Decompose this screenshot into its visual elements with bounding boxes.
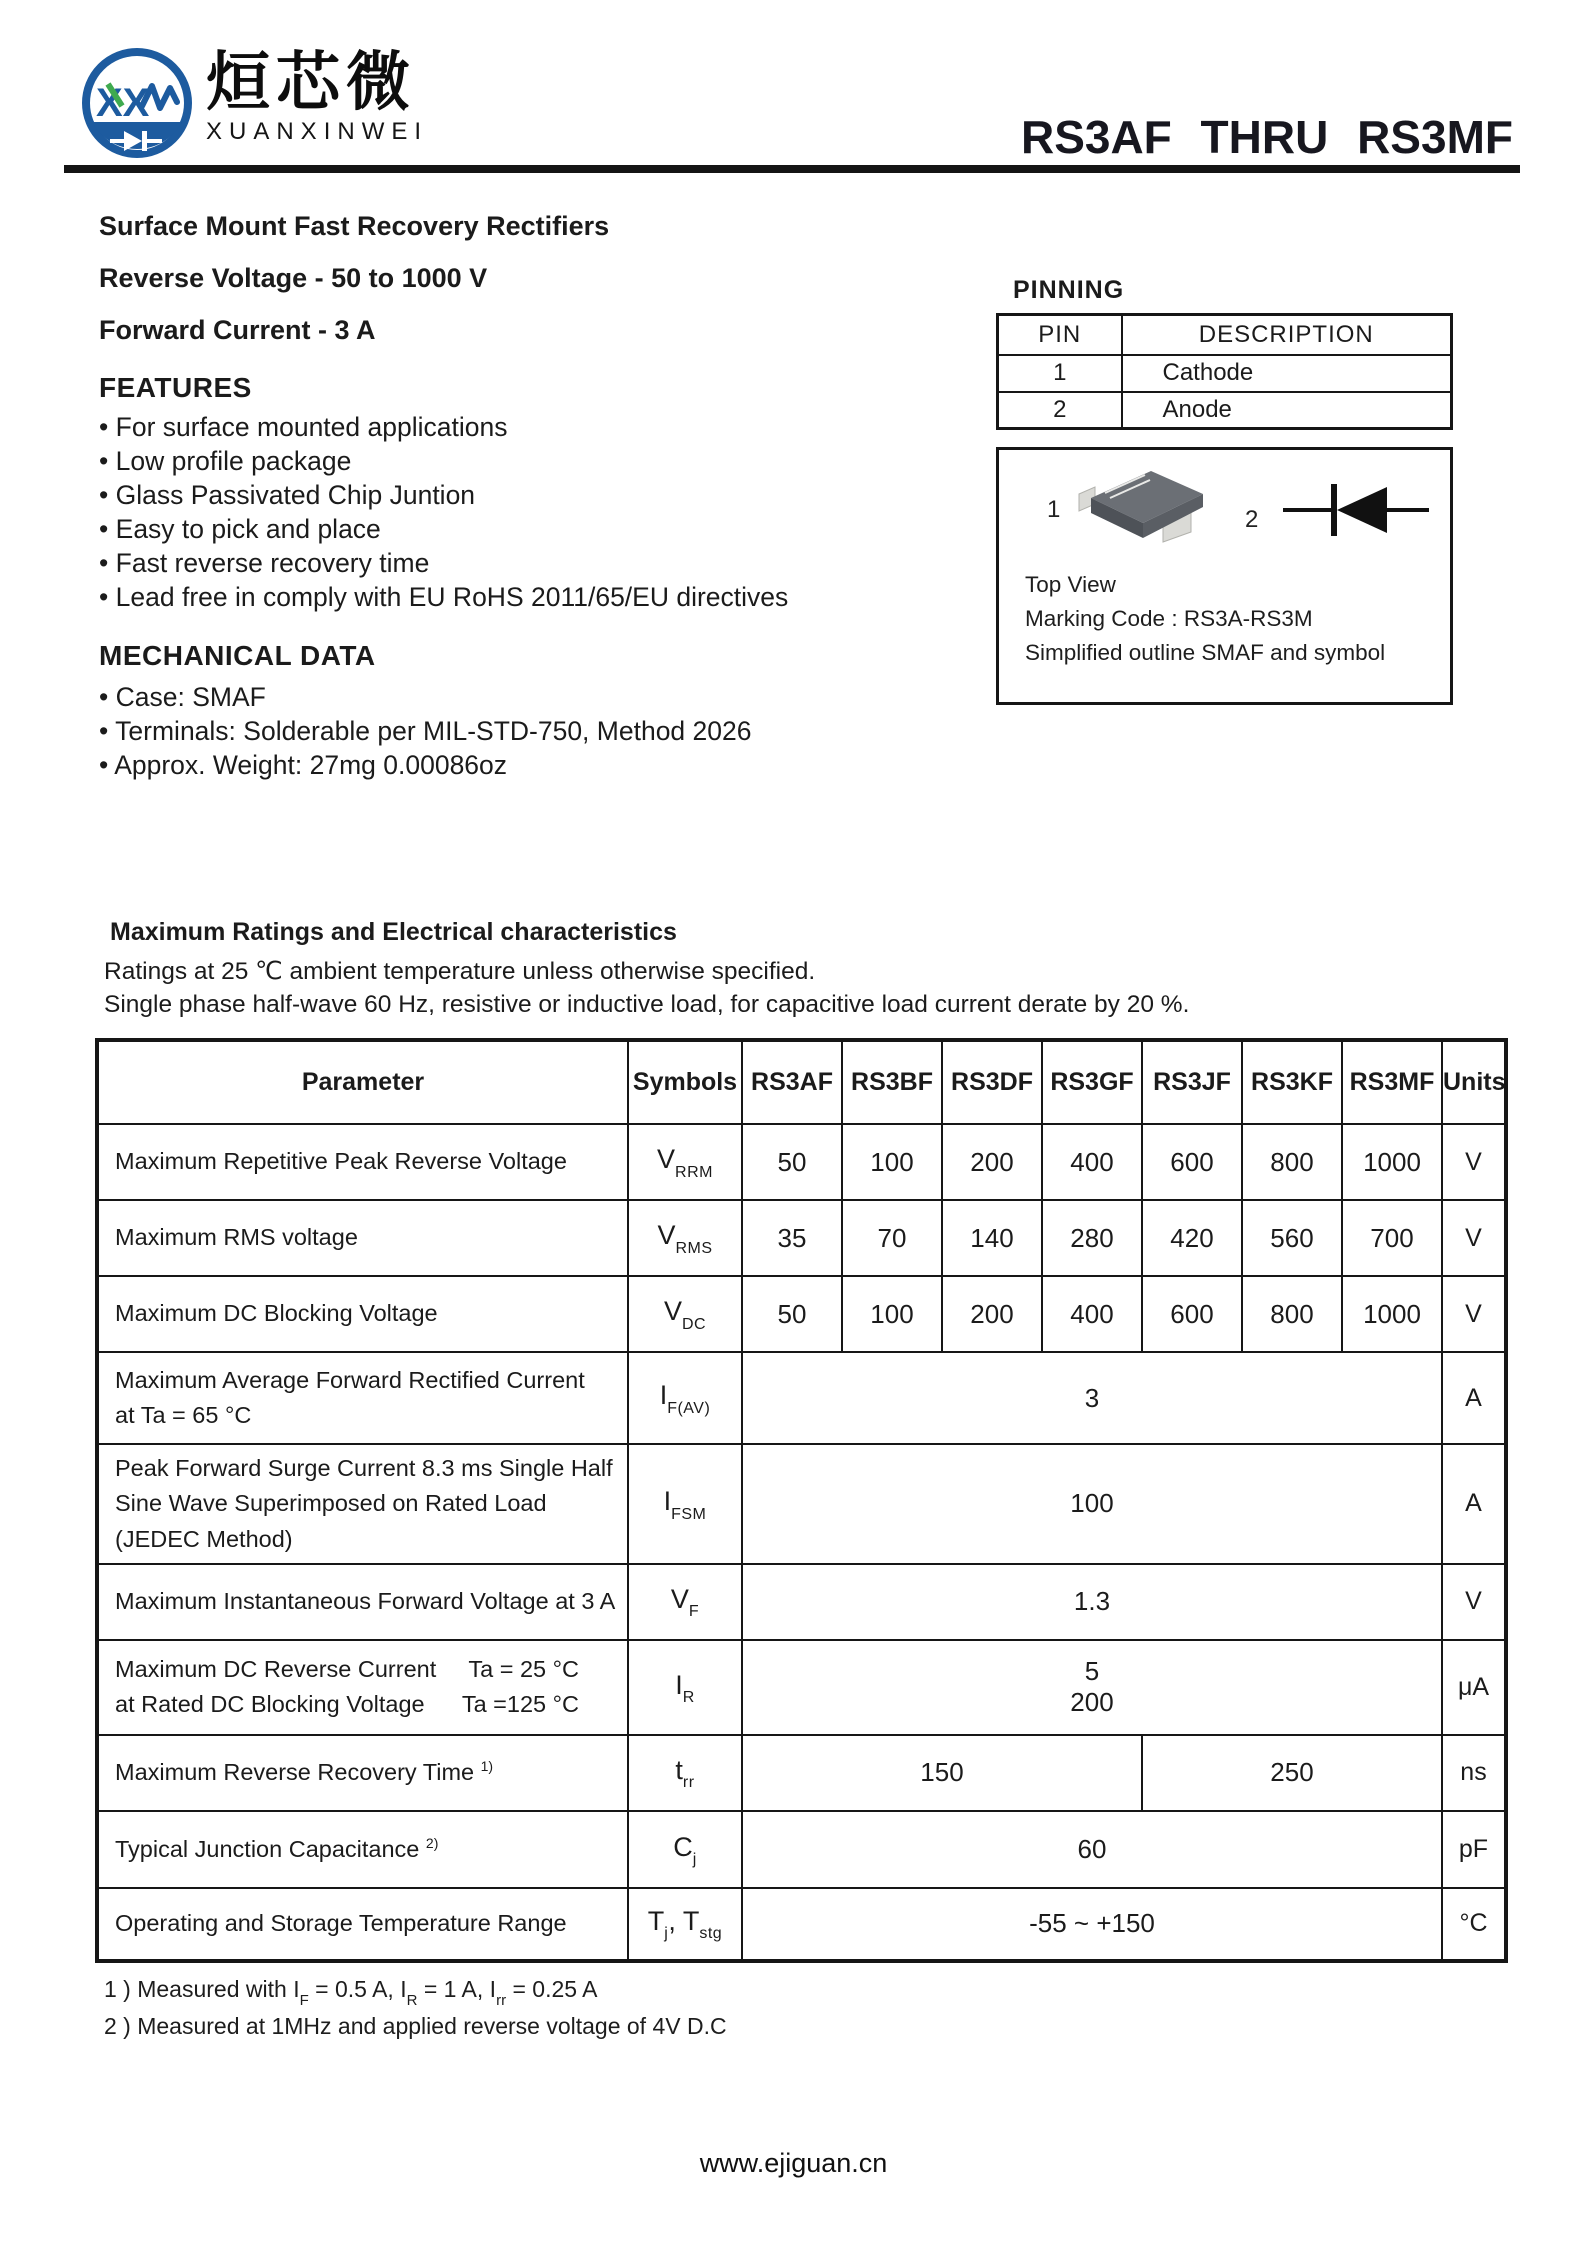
intro-line-3: Forward Current - 3 A (99, 315, 376, 345)
value-cell: 200 (942, 1276, 1042, 1352)
pinning-row (998, 355, 1452, 392)
value-cell: 140 (942, 1200, 1042, 1276)
intro-line-2: Reverse Voltage - 50 to 1000 V (99, 263, 488, 293)
mechanical-heading: MECHANICAL DATA (99, 640, 376, 671)
pin-description: Cathode (1122, 355, 1452, 392)
symbol-cell: $I_R$ (628, 1640, 742, 1735)
features-list (99, 410, 788, 614)
header-divider (64, 165, 1520, 173)
pinning-row (998, 392, 1452, 429)
param-line: Maximum Average Forward Rectified Current (115, 1366, 585, 1393)
ratings-heading: Maximum Ratings and Electrical characteristics (110, 918, 677, 946)
unit-cell: μA (1442, 1640, 1506, 1735)
table-row-vdc (97, 1276, 1506, 1352)
logo-text (206, 44, 428, 146)
pin-column-header: PIN (998, 315, 1122, 355)
table-row-ir (97, 1640, 1506, 1735)
value-cell: 200 (942, 1124, 1042, 1200)
feature-item: • For surface mounted applications (99, 410, 788, 444)
description-column-header: DESCRIPTION (1122, 315, 1452, 355)
feature-item: • Fast reverse recovery time (99, 546, 788, 580)
company-name-chinese: 烜芯微 (206, 46, 416, 118)
table-row-vrms (97, 1200, 1506, 1276)
value-cell: 70 (842, 1200, 942, 1276)
value-cell-span: 3 (742, 1352, 1442, 1444)
logo-monogram: XX (96, 81, 150, 125)
symbol-cell: $I_{FSM}$ (628, 1444, 742, 1564)
value-cell: 50 (742, 1276, 842, 1352)
feature-item: • Low profile package (99, 444, 788, 478)
symbol-cell: $V_{DC}$ (628, 1276, 742, 1352)
value-cell: 400 (1042, 1276, 1142, 1352)
mechanical-list (99, 680, 751, 782)
ratings-note-1: Ratings at 25 ℃ ambient temperature unless otherwise specified. (104, 958, 816, 985)
table-row-vrrm (97, 1124, 1506, 1200)
unit-cell: A (1442, 1352, 1506, 1444)
unit-cell: ns (1442, 1735, 1506, 1811)
symbol-cell: $V_{RRM}$ (628, 1124, 742, 1200)
footer-url: www.ejiguan.cn (699, 2148, 888, 2178)
col-header-model: RS3MF (1342, 1040, 1442, 1124)
value-cell: 100 (842, 1276, 942, 1352)
symbol-cell: $V_{RMS}$ (628, 1200, 742, 1276)
value-cell: 700 (1342, 1200, 1442, 1276)
value-cell-span (742, 1640, 1442, 1735)
param-line: Sine Wave Superimposed on Rated Load (115, 1490, 547, 1517)
param-cell: Operating and Storage Temperature Range (97, 1888, 628, 1961)
diode-symbol-icon (1281, 478, 1431, 542)
unit-cell: A (1442, 1444, 1506, 1564)
value-cell: 560 (1242, 1200, 1342, 1276)
ratings-table (95, 1038, 1508, 1963)
param-line: Maximum DC Reverse Current Ta = 25 °C (115, 1652, 585, 1687)
package-drawing-icon (1075, 462, 1225, 562)
features-heading: FEATURES (99, 372, 252, 403)
symbol-cell: $V_F$ (628, 1564, 742, 1640)
param-cell (97, 1352, 628, 1444)
value-cell-left: 150 (742, 1735, 1142, 1811)
value-line: 5 (1084, 1656, 1100, 1687)
mechanical-item: • Terminals: Solderable per MIL-STD-750, Method 2026 (99, 714, 751, 748)
company-logo-icon (78, 44, 196, 162)
value-cell: 1000 (1342, 1124, 1442, 1200)
pinning-header-row (998, 315, 1452, 355)
table-row-ifav (97, 1352, 1506, 1444)
param-cell: Maximum Reverse Recovery Time $^{1)}$ (97, 1735, 628, 1811)
col-header-model: RS3AF (742, 1040, 842, 1124)
ratings-header-row (97, 1040, 1506, 1124)
col-header-model: RS3KF (1242, 1040, 1342, 1124)
symbol-cell: $T_j$, $T_{stg}$ (628, 1888, 742, 1961)
param-cell (97, 1444, 628, 1564)
condition-label: Ta =125 °C (461, 1691, 579, 1718)
symbol-cell: $t_{rr}$ (628, 1735, 742, 1811)
pinning-heading: PINNING (1013, 276, 1125, 304)
table-row-vf (97, 1564, 1506, 1640)
value-line: 200 (1070, 1687, 1114, 1718)
pin-number: 1 (998, 355, 1122, 392)
feature-item: • Lead free in comply with EU RoHS 2011/65/EU directives (99, 580, 788, 614)
footnote-2: 2 ) Measured at 1MHz and applied reverse voltage of 4V D.C (104, 2013, 727, 2039)
condition-label: Ta = 25 °C (468, 1656, 579, 1682)
feature-item: • Glass Passivated Chip Juntion (99, 478, 788, 512)
param-cell: Maximum DC Blocking Voltage (97, 1276, 628, 1352)
feature-item: • Easy to pick and place (99, 512, 788, 546)
col-header-model: RS3DF (942, 1040, 1042, 1124)
value-cell: 800 (1242, 1276, 1342, 1352)
value-cell: 600 (1142, 1276, 1242, 1352)
value-cell: 35 (742, 1200, 842, 1276)
value-cell: 600 (1142, 1124, 1242, 1200)
doc-title: RS3AF THRU RS3MF (1020, 111, 1513, 163)
param-cell: Typical Junction Capacitance $^{2)}$ (97, 1811, 628, 1888)
param-cell: Maximum Instantaneous Forward Voltage at 3 A (97, 1564, 628, 1640)
value-cell: 50 (742, 1124, 842, 1200)
value-cell: 1000 (1342, 1276, 1442, 1352)
package-caption-marking-code: Marking Code : RS3A-RS3M (1025, 606, 1313, 631)
symbol-cell: $I_{F(AV)}$ (628, 1352, 742, 1444)
value-cell-span: 60 (742, 1811, 1442, 1888)
param-line: at Rated DC Blocking Voltage Ta =125 °C (115, 1687, 585, 1722)
value-cell: 280 (1042, 1200, 1142, 1276)
package-pin1-label: 1 (1047, 496, 1061, 523)
pin-description: Anode (1122, 392, 1452, 429)
value-cell: 100 (842, 1124, 942, 1200)
symbol-cell: $C_j$ (628, 1811, 742, 1888)
unit-cell: V (1442, 1124, 1506, 1200)
col-header-symbols: Symbols (628, 1040, 742, 1124)
intro-block (99, 200, 609, 356)
param-line: (JEDEC Method) (115, 1525, 293, 1552)
col-header-model: RS3GF (1042, 1040, 1142, 1124)
col-header-units: Units (1442, 1040, 1506, 1124)
unit-cell: pF (1442, 1811, 1506, 1888)
package-outline-box (996, 447, 1453, 705)
value-cell: 420 (1142, 1200, 1242, 1276)
mechanical-item: • Case: SMAF (99, 680, 751, 714)
table-row-trr (97, 1735, 1506, 1811)
value-cell-span: -55 ~ +150 (742, 1888, 1442, 1961)
table-row-ifsm (97, 1444, 1506, 1564)
col-header-model: RS3JF (1142, 1040, 1242, 1124)
pin-number: 2 (998, 392, 1122, 429)
unit-cell: V (1442, 1276, 1506, 1352)
unit-cell: °C (1442, 1888, 1506, 1961)
intro-line-1: Surface Mount Fast Recovery Rectifiers (99, 211, 610, 241)
col-header-model: RS3BF (842, 1040, 942, 1124)
table-row-tstg (97, 1888, 1506, 1961)
company-name-latin: XUANXINWEI (206, 118, 429, 145)
param-cell: Maximum Repetitive Peak Reverse Voltage (97, 1124, 628, 1200)
pinning-table (996, 313, 1453, 430)
value-cell: 800 (1242, 1124, 1342, 1200)
unit-cell: V (1442, 1200, 1506, 1276)
value-cell: 400 (1042, 1124, 1142, 1200)
package-pin2-label: 2 (1245, 506, 1259, 533)
ratings-note-2: Single phase half-wave 60 Hz, resistive or inductive load, for capacitive load current derate by 20 %. (104, 991, 1190, 1018)
footnote-1: 1 ) Measured with $I_F = 0.5$ A, $I_R = 1$ A, $I_{rr} = 0.25$ A (104, 1976, 598, 2009)
value-cell-right: 250 (1142, 1735, 1442, 1811)
package-caption-outline: Simplified outline SMAF and symbol (1025, 640, 1386, 665)
value-cell-span: 1.3 (742, 1564, 1442, 1640)
company-logo (78, 44, 428, 162)
param-cell: Maximum RMS voltage (97, 1200, 628, 1276)
param-line: at Ta = 65 °C (115, 1402, 252, 1428)
param-line: Peak Forward Surge Current 8.3 ms Single Half (115, 1455, 613, 1481)
col-header-parameter: Parameter (97, 1040, 628, 1124)
table-row-cj (97, 1811, 1506, 1888)
unit-cell: V (1442, 1564, 1506, 1640)
param-cell (97, 1640, 628, 1735)
package-caption-top-view: Top View (1025, 572, 1116, 597)
mechanical-item: • Approx. Weight: 27mg 0.00086oz (99, 748, 751, 782)
value-cell-span: 100 (742, 1444, 1442, 1564)
